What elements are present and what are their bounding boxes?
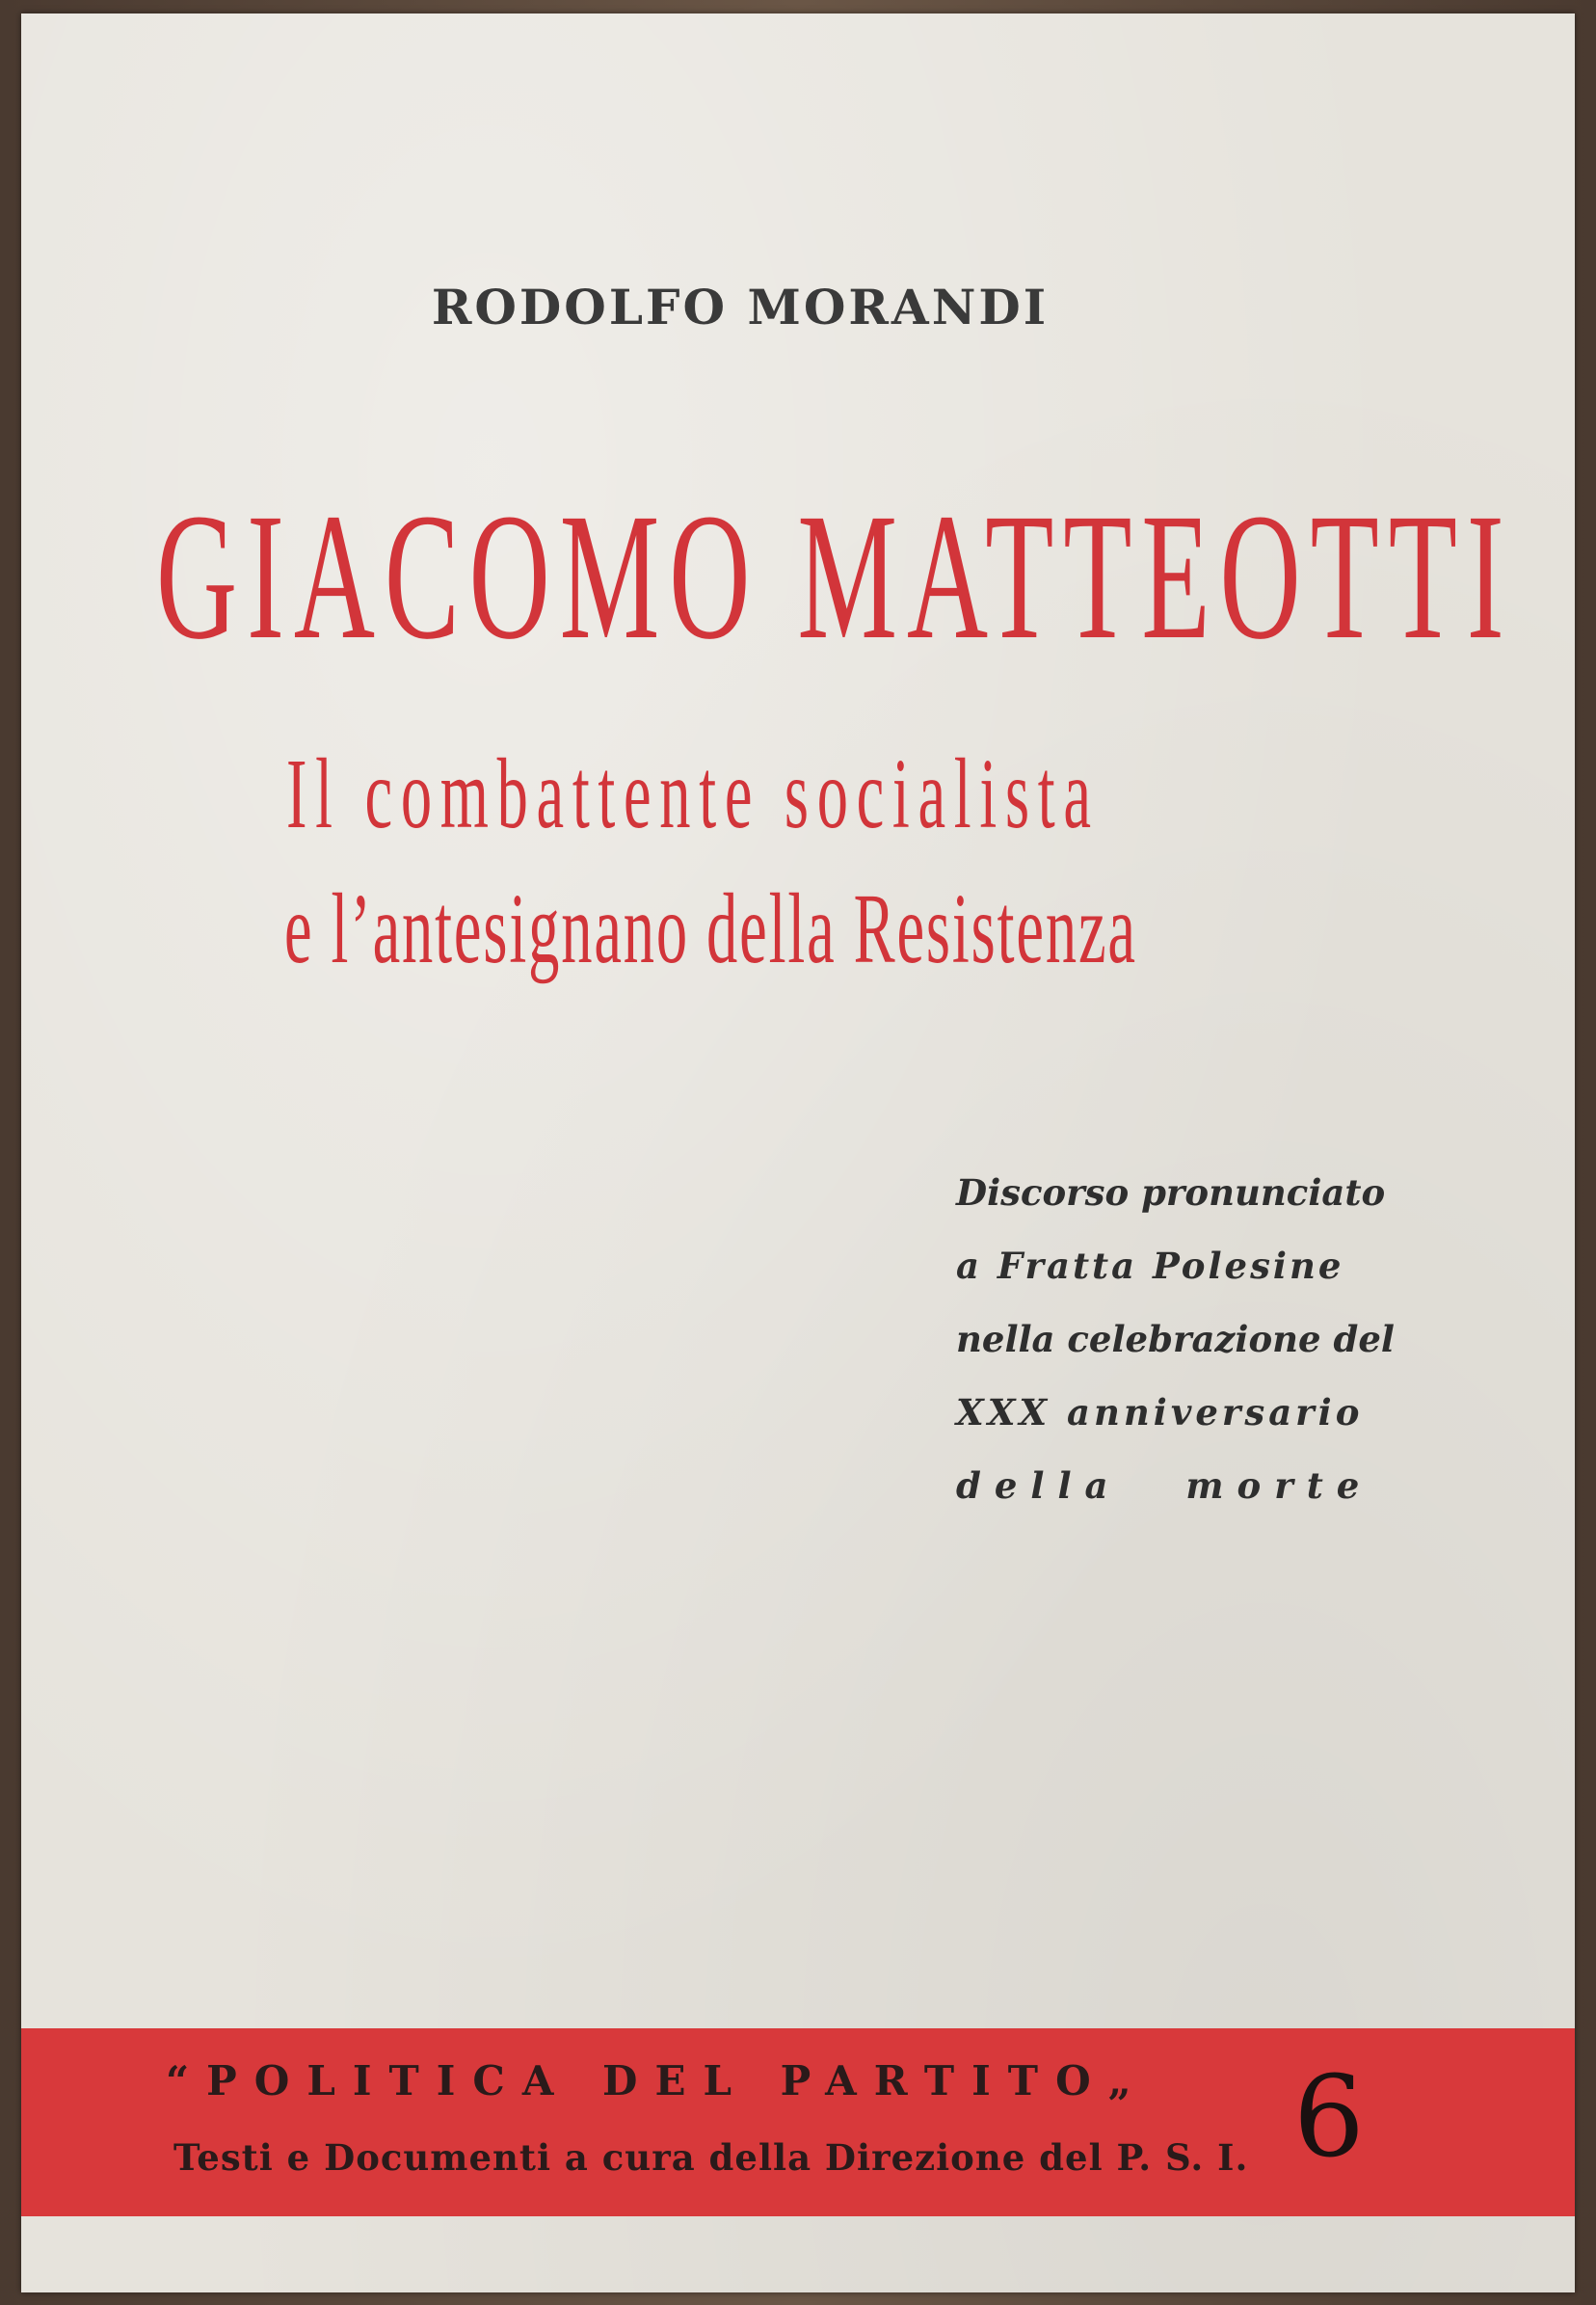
series-name: “POLITICA DEL PARTITO„ [166,2057,1149,2104]
speech-line: nella celebrazione del [956,1318,1395,1360]
author-name: RODOLFO MORANDI [431,279,1050,335]
book-title: GIACOMO MATTEOTTI [156,475,1514,677]
speech-description [956,1156,1409,1522]
speech-line: Discorso pronunciato [956,1171,1386,1214]
series-subtitle: Testi e Documenti a cura della Direzione del P. S. I. [173,2136,1249,2179]
speech-line: a Fratta Polesine [956,1245,1344,1287]
book-cover [21,13,1575,2292]
speech-line: XXX anniversario [956,1391,1364,1434]
speech-line: della morte [956,1464,1373,1507]
subtitle-line-2: e l’antesignano della Resistenza [284,873,1137,984]
subtitle-line-1: Il combattente socialista [286,738,1100,849]
series-number: 6 [1293,2052,1365,2183]
